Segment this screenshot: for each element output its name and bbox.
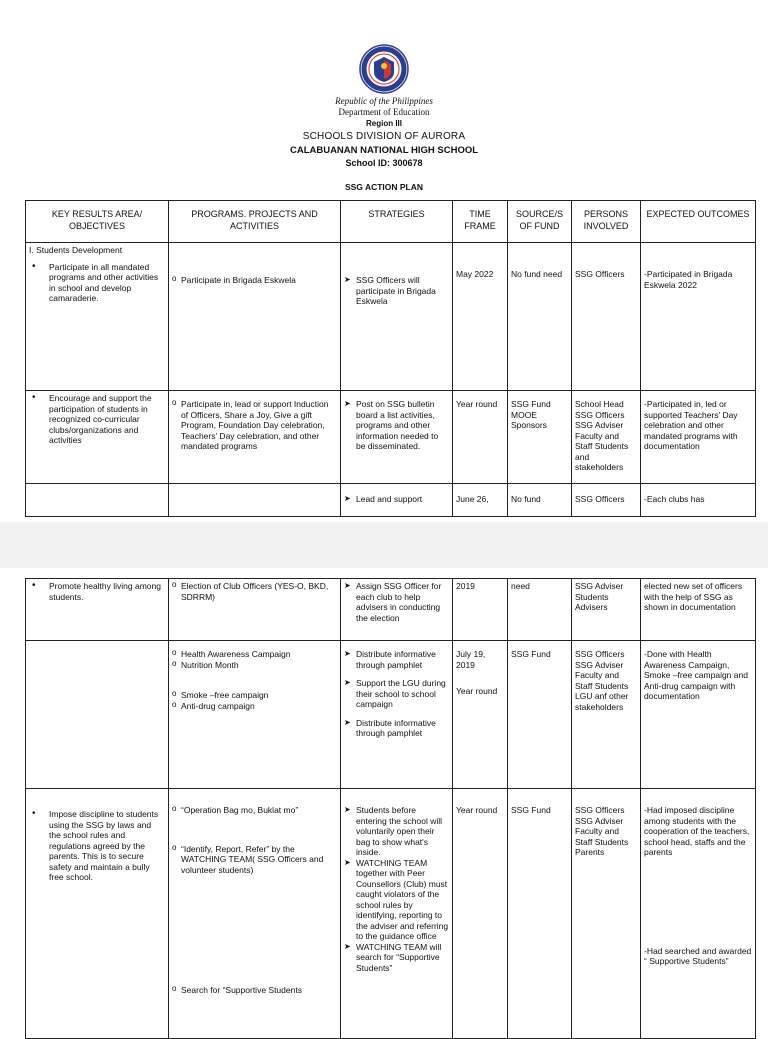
outcome-cell: - Participated in, led or supported Teachers’ Day celebration and other mandated programs with documentation: [641, 391, 756, 484]
table-row: [26, 789, 756, 1039]
col-header-programs: PROGRAMS. PROJECTS AND ACTIVITIES: [169, 201, 341, 243]
school-name: CALABUANAN NATIONAL HIGH SCHOOL: [289, 145, 479, 156]
persons-cell: School Head SSG Officers SSG Adviser Faculty and Staff Students and stakeholders: [572, 391, 641, 484]
outcome-cell: - Each clubs has: [641, 484, 756, 517]
deped-seal-icon: [359, 44, 409, 94]
action-plan-table: [25, 200, 756, 517]
time-cell: July 19, 2019 Year round: [453, 641, 508, 789]
strategy-cell: ➤ Lead and support: [341, 484, 453, 517]
persons-cell: SSG Officers: [572, 243, 641, 391]
fund-cell: SSG Fund MOOE Sponsors: [508, 391, 572, 484]
kra-cell: • Promote healthy living among students.: [26, 579, 169, 641]
republic-line: Republic of the Philippines: [335, 96, 433, 106]
outcome-cell: elected new set of officers with the help of SSG as shown in documentation: [641, 579, 756, 641]
col-header-time-frame: TIME FRAME: [453, 201, 508, 243]
fund-cell: SSG Fund: [508, 789, 572, 1039]
persons-cell: SSG Officers SSG Adviser Faculty and Staff Students LGU anf other stakeholders: [572, 641, 641, 789]
table-row: [26, 579, 756, 641]
outcome-cell: - Participated in Brigada Eskwela 2022: [641, 243, 756, 391]
kra-cell: [26, 484, 169, 517]
table-header-row: [26, 201, 756, 243]
document-header: [0, 44, 768, 193]
kra-text: • Participate in all mandated programs and other activities in school and develop camaraderie.: [29, 262, 165, 304]
fund-cell: No fund: [508, 484, 572, 517]
program-cell: o Participate in, lead or support Induction of Officers, Share a Joy, Give a gift Program, Foundation Day celebration, Teachers’ Day celebration, and other mandated programs: [169, 391, 341, 484]
strategy-cell: ➤ Students before entering the school will voluntarily open their bag to show what's inside. ➤ WATCHING TEAM together with Peer Counsellors (Club) must caught violators of the school rules by identifying, reporting to the adviser and referring to the guidance office ➤ WATCHING TEAM will search for “Supportive Students”: [341, 789, 453, 1039]
document-title: SSG ACTION PLAN: [344, 182, 424, 192]
kra-cell: [26, 243, 169, 391]
strategy-cell: ➤ Assign SSG Officer for each club to help advisers in conducting the election: [341, 579, 453, 641]
persons-cell: SSG Officers: [572, 484, 641, 517]
school-id: School ID: 300678: [345, 158, 423, 168]
fund-cell: SSG Fund: [508, 641, 572, 789]
time-cell: 2019: [453, 579, 508, 641]
program-cell: [169, 484, 341, 517]
program-cell: o Health Awareness Campaign o Nutrition Month o Smoke –free campaign o Anti-drug campaign: [169, 641, 341, 789]
col-header-expected-outcomes: EXPECTED OUTCOMES: [641, 201, 756, 243]
fund-cell: No fund need: [508, 243, 572, 391]
table-row: [26, 243, 756, 391]
program-cell: o Participate in Brigada Eskwela: [169, 243, 341, 391]
outcome-cell: - Done with Health Awareness Campaign, Smoke –free campaign and Anti-drug campaign with documentation: [641, 641, 756, 789]
col-header-source-of-fund: SOURCE/S OF FUND: [508, 201, 572, 243]
kra-cell: • Impose discipline to students using the SSG by laws and the school rules and regulations agreed by the parents. This is to secure safety and maintain a bully free school.: [26, 789, 169, 1039]
region-line: Region III: [366, 119, 402, 128]
section-label: I. Students Development: [29, 245, 123, 255]
fund-cell: need: [508, 579, 572, 641]
kra-cell: [26, 641, 169, 789]
table-row: [26, 391, 756, 484]
col-header-kra: KEY RESULTS AREA/ OBJECTIVES: [26, 201, 169, 243]
division-line: SCHOOLS DIVISION OF AURORA: [302, 131, 466, 142]
kra-cell: • Encourage and support the participation of students in recognized co-curricular clubs/organizations and activities: [26, 391, 169, 484]
persons-cell: SSG Adviser Students Advisers: [572, 579, 641, 641]
department-line: Department of Education: [338, 107, 430, 117]
program-cell: o Election of Club Officers (YES-O, BKD, SDRRM): [169, 579, 341, 641]
strategy-cell: ➤ Post on SSG bulletin board a list activities, programs and other information needed to be disseminated.: [341, 391, 453, 484]
time-cell: Year round: [453, 391, 508, 484]
table-row: [26, 641, 756, 789]
persons-cell: SSG Officers SSG Adviser Faculty and Staff Students Parents: [572, 789, 641, 1039]
col-header-strategies: STRATEGIES: [341, 201, 453, 243]
strategy-cell: ➤ Distribute informative through pamphlet ➤ Support the LGU during their school to school campaign ➤ Distribute informative through pamphlet: [341, 641, 453, 789]
page-gap: [0, 522, 768, 568]
strategy-cell: ➤ SSG Officers will participate in Brigada Eskwela: [341, 243, 453, 391]
action-plan-table-continued: [25, 578, 756, 1039]
time-cell: June 26,: [453, 484, 508, 517]
program-cell: o “Operation Bag mo, Buklat mo” o “Identify, Report, Refer” by the WATCHING TEAM( SSG Officers and volunteer students) o Search for “Supportive Students: [169, 789, 341, 1039]
col-header-persons-involved: PERSONS INVOLVED: [572, 201, 641, 243]
table-row: [26, 484, 756, 517]
time-cell: May 2022: [453, 243, 508, 391]
time-cell: Year round: [453, 789, 508, 1039]
outcome-cell: - Had imposed discipline among students with the cooperation of the teachers, school head, staffs and the parents - Had searched and awarded “ Supportive Students”: [641, 789, 756, 1039]
